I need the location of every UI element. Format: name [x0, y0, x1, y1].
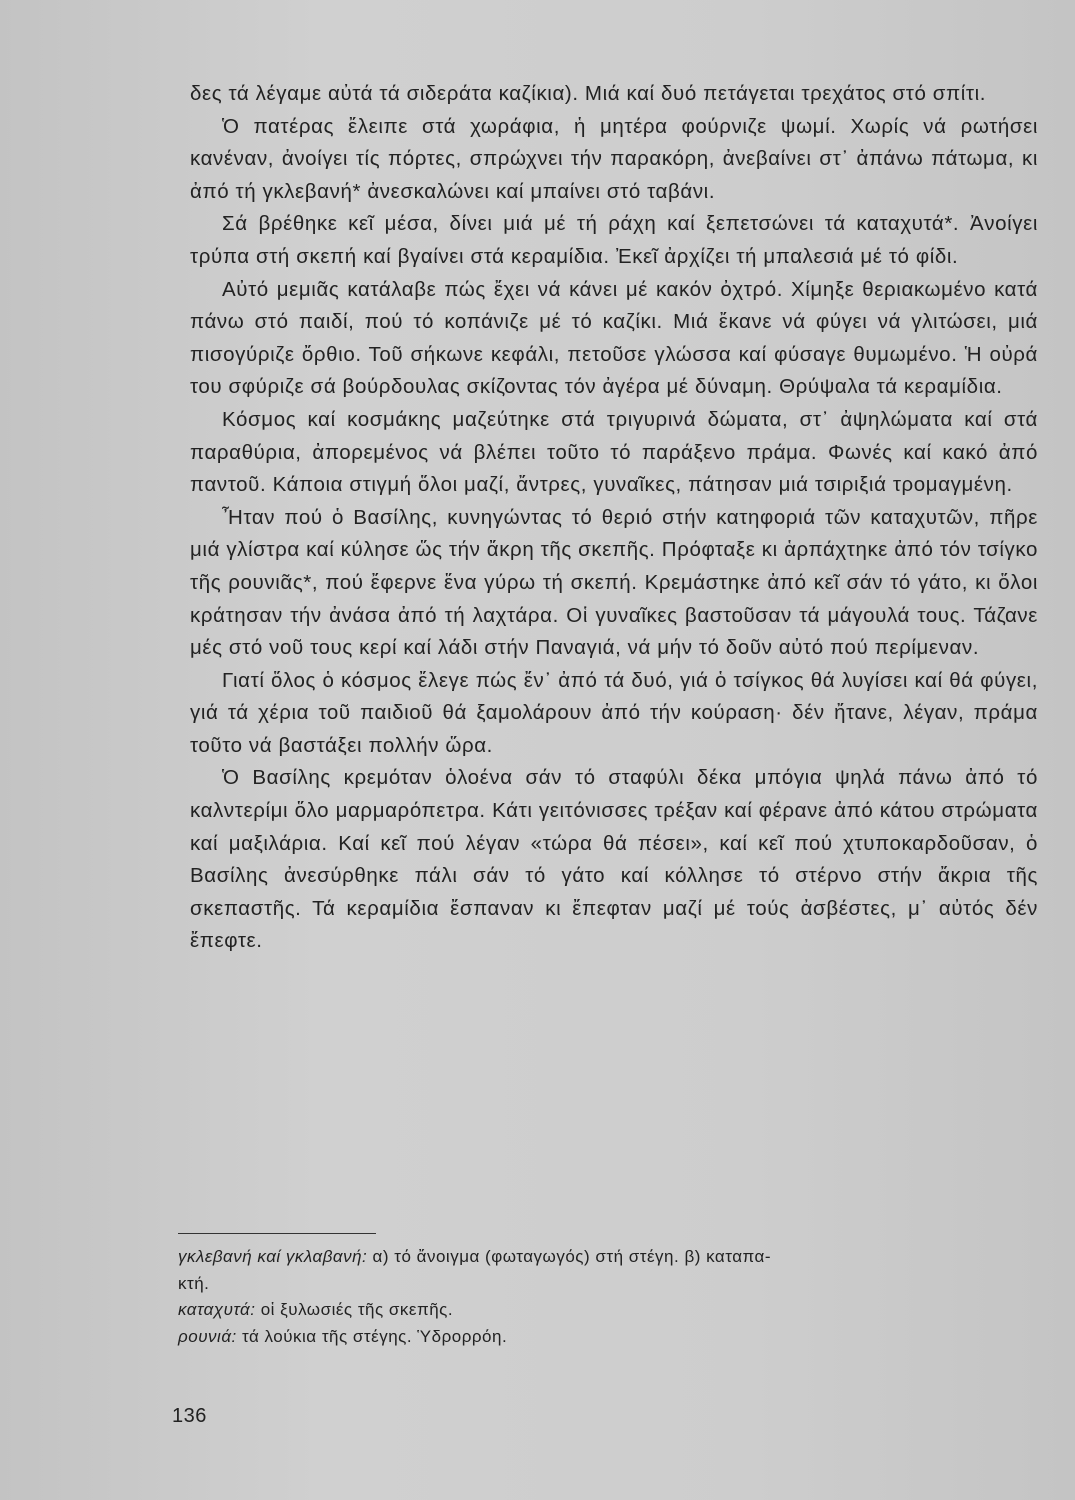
page-number: 136: [172, 1405, 207, 1427]
paragraph: Ὁ Βασίλης κρεμόταν ὁλοένα σάν τό σταφύλι δέκα μπόγια ψηλά πάνω ἀπό τό καλντερίμι ὅλο μαρμαρόπετρα. Κάτι γειτόνισσες τρέξαν καί φέρανε ἀπό κάτου στρώματα καί μαξιλάρια. Καί κεῖ πού λέγαν «τώρα θά πέσει», καί κεῖ πού χτυποκαρδοῦσαν, ὁ Βασίλης ἀνεσύρθηκε πάλι σάν τό γάτο καί κόλλησε τό στέρνο στήν ἄκρια τῆς σκεπαστῆς. Τά κεραμίδια ἔσπαναν κι ἔπεφταν μαζί μέ τούς ἀσβέστες, μ᾽ αὐτός δέν ἔπεφτε.: [190, 766, 1038, 953]
footnote: [178, 1297, 1038, 1324]
footnote-continuation: κτή.: [178, 1273, 210, 1293]
footnotes: [178, 1244, 1038, 1350]
footnote-text: οἱ ξυλωσιές τῆς σκεπῆς.: [260, 1300, 454, 1319]
paragraph: δες τά λέγαμε αὐτά τά σιδεράτα καζίκια). Μιά καί δυό πετάγεται τρεχάτος στό σπίτι.: [190, 82, 987, 105]
footnote-term: ρουνιά:: [178, 1326, 237, 1346]
paragraph: Ὁ πατέρας ἔλειπε στά χωράφια, ἡ μητέρα φούρνιζε ψωμί. Χωρίς νά ρωτήσει κανέναν, ἀνοίγει τίς πόρτες, σπρώχνει τήν παρακόρη, ἀνεβαίνει στ᾽ ἀπάνω πάτωμα, κι ἀπό τή γκλεβανή* ἀνεσκαλώνει καί μπαίνει στό ταβάνι.: [190, 114, 1038, 203]
body-text: [190, 78, 1038, 958]
footnote-term: καταχυτά:: [178, 1300, 256, 1319]
footnote: [178, 1324, 1038, 1351]
footnote: [178, 1244, 1038, 1271]
paragraph: Σά βρέθηκε κεῖ μέσα, δίνει μιά μέ τή ράχη καί ξεπετσώνει τά καταχυτά*. Ἀνοίγει τρύπα στή σκεπή καί βγαίνει στά κεραμίδια. Ἐκεῖ ἀρχίζει τή μπαλεσιά μέ τό φίδι.: [190, 212, 1038, 268]
footnote-divider: [178, 1233, 376, 1234]
footnote-term: γκλεβανή καί γκλαβανή:: [178, 1247, 368, 1266]
paragraph: Αὐτό μεμιᾶς κατάλαβε πώς ἔχει νά κάνει μέ κακόν ὀχτρό. Χίμηξε θεριακωμένο κατά πάνω στό παιδί, πού τό κοπάνιζε μέ τό καζίκι. Μιά ἔκανε νά φύγει νά γλιτώσει, μιά πισογύριζε ὄρθιο. Τοῦ σήκωνε κεφάλι, πετοῦσε γλώσσα καί φύσαγε θυμωμένο. Ἡ οὐρά του σφύριζε σά βούρδουλας σκίζοντας τόν ἀγέρα μέ δύναμη. Θρύψαλα τά κεραμίδια.: [190, 277, 1038, 399]
footnote-text: τά λούκια τῆς στέγης. Ὑδρορρόη.: [241, 1326, 508, 1346]
paragraph: Κόσμος καί κοσμάκης μαζεύτηκε στά τριγυρινά δώματα, στ᾽ ἀψηλώματα καί στά παραθύρια, ἀπορεμένος νά βλέπει τοῦτο τό παράξενο πράμα. Φωνές καί κακό ἀπό παντοῦ. Κάποια στιγμή ὅλοι μαζί, ἄντρες, γυναῖκες, πάτησαν μιά τσιριξιά τρομαγμένη.: [190, 407, 1038, 497]
paragraph: Ἦταν πού ὁ Βασίλης, κυνηγώντας τό θεριό στήν κατηφοριά τῶν καταχυτῶν, πῆρε μιά γλίστρα καί κύλησε ὥς τήν ἄκρη τῆς σκεπῆς. Πρόφταξε κι ἁρπάχτηκε ἀπό τόν τσίγκο τῆς ρουνιᾶς*, πού ἔφερνε ἕνα γύρω τή σκεπή. Κρεμάστηκε ἀπό κεῖ σάν τό γάτο, κι ὅλοι κράτησαν τήν ἀνάσα ἀπό τή λαχτάρα. Οἱ γυναῖκες βαστοῦσαν τά μάγουλά τους. Τάζανε μές στό νοῦ τους κερί καί λάδι στήν Παναγιά, νά μήν τό δοῦν αὐτό πού περίμεναν.: [190, 505, 1038, 660]
footnote-text: α) τό ἄνοιγμα (φωταγωγός) στή στέγη. β) καταπα-: [372, 1247, 772, 1266]
paragraph: Γιατί ὅλος ὁ κόσμος ἔλεγε πώς ἔν᾽ ἀπό τά δυό, γιά ὁ τσίγκος θά λυγίσει καί θά φύγει, γιά τά χέρια τοῦ παιδιοῦ θά ξαμολάρουν ἀπό τήν κούραση· δέν ἤτανε, λέγαν, πράμα τοῦτο νά βαστάξει πολλήν ὥρα.: [190, 668, 1038, 757]
